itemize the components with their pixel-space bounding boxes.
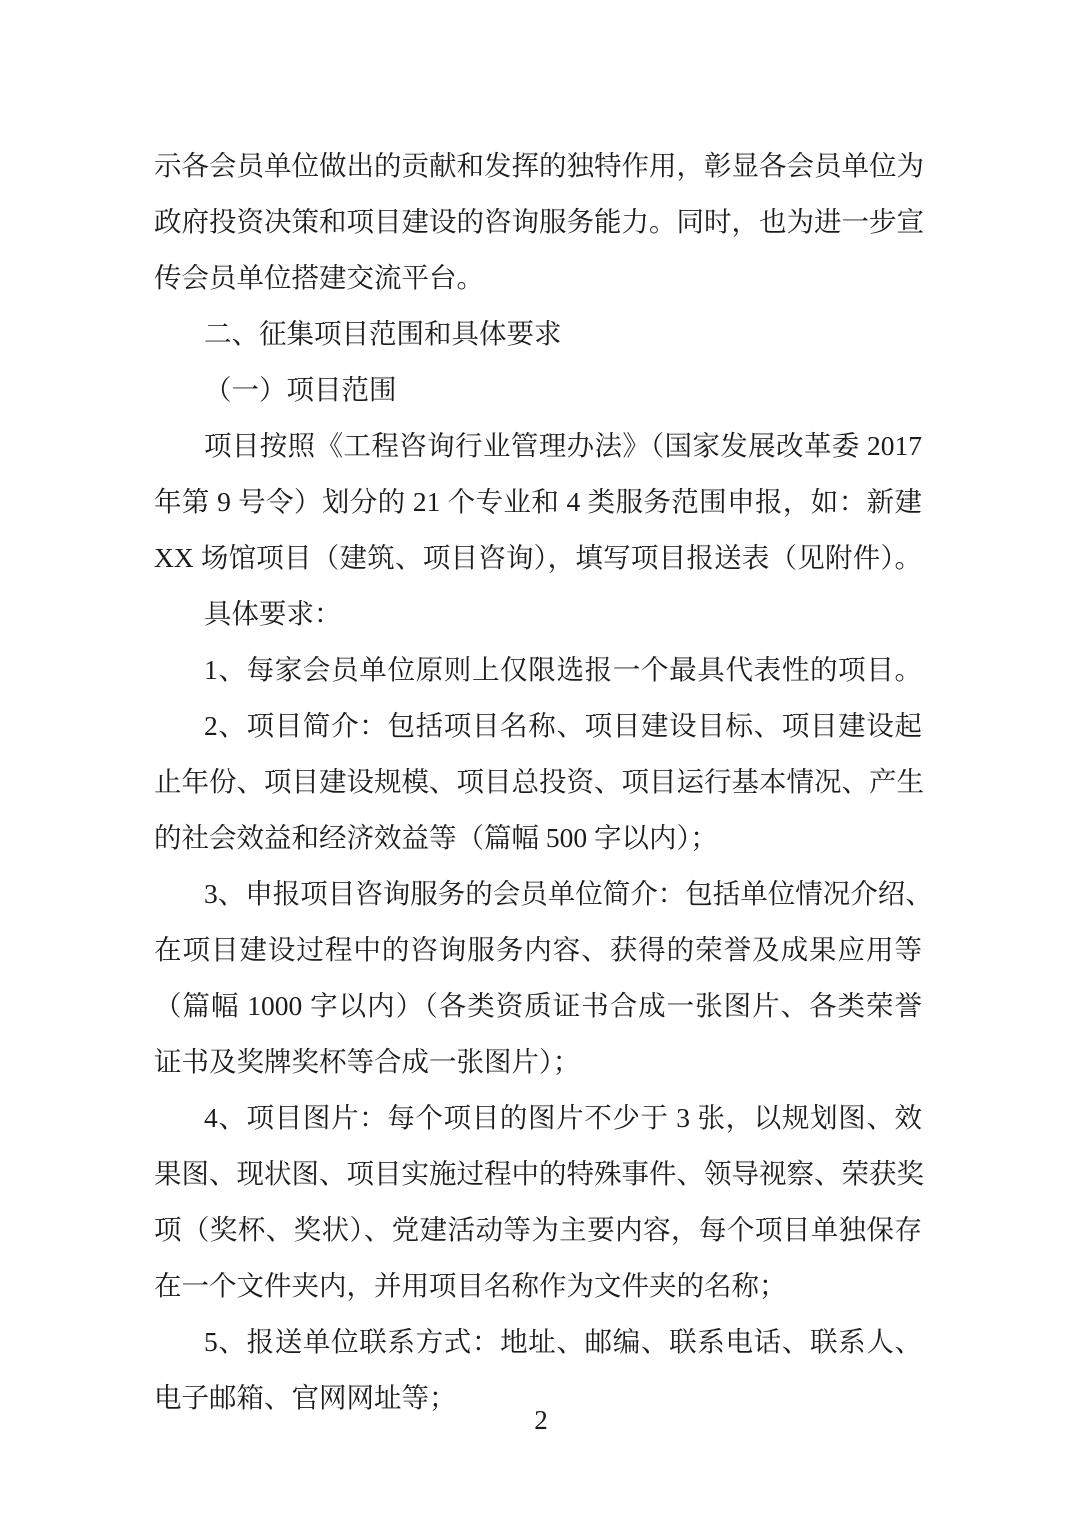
list-item-1: 1、每家会员单位原则上仅限选报一个最具代表性的项目。	[204, 654, 922, 685]
text-line: 证书及奖牌奖杯等合成一张图片）；	[154, 1046, 581, 1077]
page-number: 2	[534, 1405, 548, 1435]
text-line: 果图、现状图、项目实施过程中的特殊事件、领导视察、荣获奖	[154, 1158, 924, 1189]
list-item-3: 3、申报项目咨询服务的会员单位简介：包括单位情况介绍、	[204, 878, 933, 909]
subsection-heading: （一）项目范围	[204, 374, 397, 405]
text-line: 示各会员单位做出的贡献和发挥的独特作用，彰显各会员单位为	[154, 150, 924, 181]
text-line: 在一个文件夹内，并用项目名称作为文件夹的名称；	[154, 1270, 787, 1301]
text-line: 的社会效益和经济效益等（篇幅 500 字以内）；	[154, 822, 718, 853]
list-item-4: 4、项目图片：每个项目的图片不少于 3 张，以规划图、效	[204, 1102, 922, 1133]
text-line: XX 场馆项目（建筑、项目咨询），填写项目报送表（见附件）。	[154, 542, 922, 573]
text-line: （篇幅 1000 字以内）（各类资质证书合成一张图片、各类荣誉	[154, 990, 922, 1021]
text-line: 项（奖杯、奖状）、党建活动等为主要内容，每个项目单独保存	[154, 1214, 922, 1245]
text-line: 止年份、项目建设规模、项目总投资、项目运行基本情况、产生	[154, 766, 924, 797]
list-item-2: 2、项目简介：包括项目名称、项目建设目标、项目建设起	[204, 710, 922, 741]
document-body	[154, 138, 933, 1426]
text-line: 电子邮箱、官网网址等；	[154, 1382, 457, 1413]
text-line: 在项目建设过程中的咨询服务内容、获得的荣誉及成果应用等	[154, 934, 922, 965]
section-heading: 二、征集项目范围和具体要求	[204, 318, 562, 349]
text-line: 年第 9 号令）划分的 21 个专业和 4 类服务范围申报，如：新建	[154, 486, 922, 517]
text-line: 传会员单位搭建交流平台。	[154, 262, 484, 293]
text-line: 项目按照《工程咨询行业管理办法》（国家发展改革委 2017	[204, 430, 922, 461]
list-item-5: 5、报送单位联系方式：地址、邮编、联系电话、联系人、	[204, 1326, 922, 1357]
text-line: 具体要求：	[204, 598, 342, 629]
text-line: 政府投资决策和项目建设的咨询服务能力。同时，也为进一步宣	[154, 206, 924, 237]
